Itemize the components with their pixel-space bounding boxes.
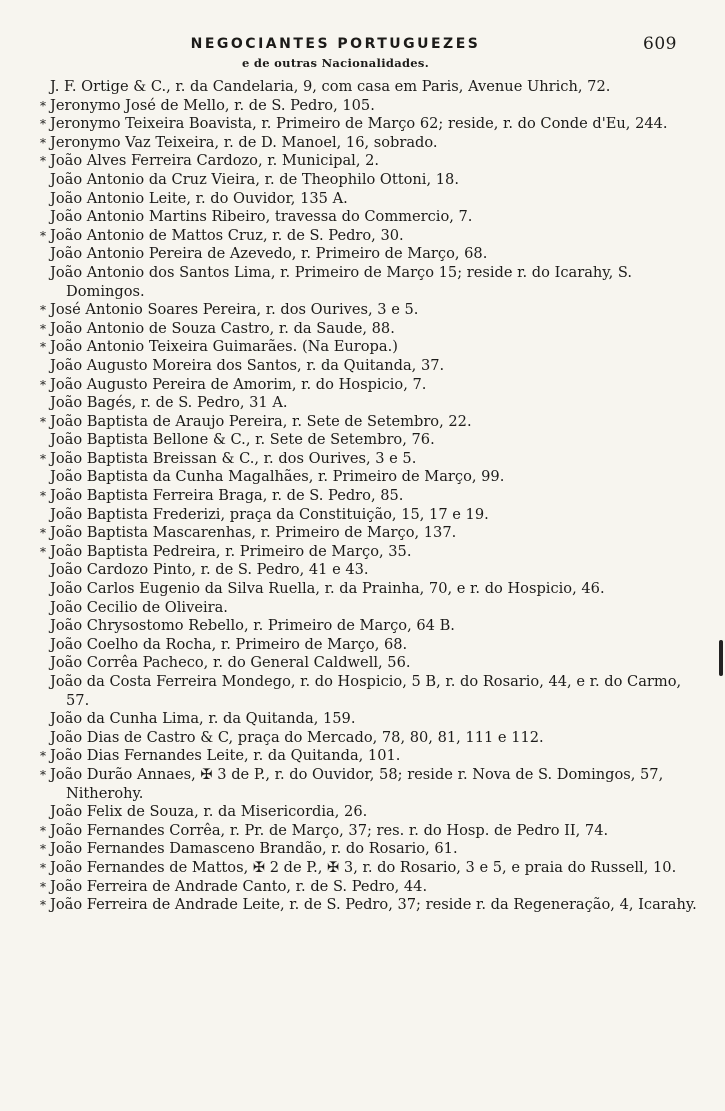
entry-text: João Baptista da Cunha Magalhães, r. Primeiro de Março, 99. xyxy=(50,468,505,486)
list-item xyxy=(36,878,705,897)
list-item xyxy=(36,822,705,841)
list-item xyxy=(36,673,705,710)
list-item xyxy=(36,413,705,432)
entry-marker: * xyxy=(40,489,46,504)
list-item xyxy=(36,580,705,599)
entry-marker: * xyxy=(40,749,46,764)
list-item xyxy=(36,636,705,655)
list-item xyxy=(36,450,705,469)
entry-text: João Antonio dos Santos Lima, r. Primeiro de Março 15; reside r. do Icarahy, S. Domingos. xyxy=(50,263,632,300)
entry-text: Jeronymo Vaz Teixeira, r. de D. Manoel, 16, sobrado. xyxy=(50,133,438,151)
entry-text: João Fernandes Damasceno Brandão, r. do Rosario, 61. xyxy=(50,840,458,858)
list-item xyxy=(36,506,705,525)
page-edge-mark xyxy=(719,640,723,676)
entry-text: João Fernandes Corrêa, r. Pr. de Março, 37; res. r. do Hosp. de Pedro II, 74. xyxy=(50,821,609,839)
list-item xyxy=(36,115,705,134)
entry-marker: * xyxy=(40,767,46,782)
entry-text: João Baptista Breissan & C., r. dos Ourives, 3 e 5. xyxy=(50,449,417,467)
entry-text: João Antonio da Cruz Vieira, r. de Theophilo Ottoni, 18. xyxy=(50,170,459,188)
entry-text: João Coelho da Rocha, r. Primeiro de Março, 68. xyxy=(50,635,408,653)
entry-text: João Antonio Pereira de Azevedo, r. Primeiro de Março, 68. xyxy=(50,245,488,263)
list-item xyxy=(36,524,705,543)
entry-marker: * xyxy=(40,154,46,169)
entry-text: João Ferreira de Andrade Leite, r. de S. Pedro, 37; reside r. da Regeneração, 4, Icarahy. xyxy=(50,896,697,914)
list-item xyxy=(36,543,705,562)
list-item xyxy=(36,654,705,673)
entry-text: João Felix de Souza, r. da Misericordia, 26. xyxy=(50,803,368,821)
entry-text: João Augusto Pereira de Amorim, r. do Hospicio, 7. xyxy=(50,375,427,393)
entry-text: João Antonio de Souza Castro, r. da Saude, 88. xyxy=(50,319,395,337)
entry-marker: * xyxy=(40,879,46,894)
list-item xyxy=(36,710,705,729)
entry-marker: * xyxy=(40,842,46,857)
entry-text: João Fernandes de Mattos, ✠ 2 de P., ✠ 3, r. do Rosario, 3 e 5, e praia do Russell, 10. xyxy=(50,858,677,876)
entry-text: J. F. Ortige & C., r. da Candelaria, 9, com casa em Paris, Avenue Uhrich, 72. xyxy=(50,78,611,95)
page-header xyxy=(36,34,705,74)
entry-text: João Carlos Eugenio da Silva Ruella, r. da Prainha, 70, e r. do Hospicio, 46. xyxy=(50,580,605,598)
entry-text: João Chrysostomo Rebello, r. Primeiro de Março, 64 B. xyxy=(50,617,455,635)
entry-text: João da Costa Ferreira Mondego, r. do Hospicio, 5 B, r. do Rosario, 44, e r. do Carmo, 57. xyxy=(50,673,682,709)
entry-text: João Baptista Pedreira, r. Primeiro de Março, 35. xyxy=(50,542,412,560)
list-item xyxy=(36,803,705,822)
entry-marker: * xyxy=(40,321,46,336)
entry-text: João Cardozo Pinto, r. de S. Pedro, 41 e 43. xyxy=(50,561,369,579)
entry-marker: * xyxy=(40,414,46,429)
list-item xyxy=(36,617,705,636)
list-item xyxy=(36,320,705,339)
entry-marker: * xyxy=(40,98,46,113)
list-item xyxy=(36,766,705,803)
list-item xyxy=(36,264,705,301)
entry-text: João Baptista Bellone & C., r. Sete de Setembro, 76. xyxy=(50,431,435,449)
entry-text: João Bagés, r. de S. Pedro, 31 A. xyxy=(50,394,288,412)
list-item xyxy=(36,78,705,97)
list-item xyxy=(36,859,705,878)
entry-text: João Dias de Castro & C, praça do Mercado, 78, 80, 81, 111 e 112. xyxy=(50,728,544,746)
entry-text: João Antonio de Mattos Cruz, r. de S. Pedro, 30. xyxy=(50,226,404,244)
entry-text: João da Cunha Lima, r. da Quitanda, 159. xyxy=(50,710,356,728)
list-item xyxy=(36,227,705,246)
entry-text: Jeronymo Teixeira Boavista, r. Primeiro de Março 62; reside, r. do Conde d'Eu, 244. xyxy=(50,115,668,133)
entry-marker: * xyxy=(40,526,46,541)
entry-text: João Cecilio de Oliveira. xyxy=(50,598,228,616)
list-item xyxy=(36,208,705,227)
entry-marker: * xyxy=(40,303,46,318)
list-item xyxy=(36,245,705,264)
entry-text: João Antonio Leite, r. do Ouvidor, 135 A. xyxy=(50,189,348,207)
entry-marker: * xyxy=(40,135,46,150)
entry-marker: * xyxy=(40,544,46,559)
entry-marker: * xyxy=(40,451,46,466)
list-item xyxy=(36,357,705,376)
list-item xyxy=(36,468,705,487)
list-item xyxy=(36,747,705,766)
entry-text: João Antonio Martins Ribeiro, travessa do Commercio, 7. xyxy=(50,208,473,226)
list-item xyxy=(36,840,705,859)
entry-text: João Antonio Teixeira Guimarães. (Na Europa.) xyxy=(50,338,398,356)
list-item xyxy=(36,729,705,748)
list-item xyxy=(36,487,705,506)
list-item xyxy=(36,599,705,618)
entry-text: José Antonio Soares Pereira, r. dos Ourives, 3 e 5. xyxy=(50,301,419,319)
entry-text: João Baptista Frederizi, praça da Constituição, 15, 17 e 19. xyxy=(50,505,489,523)
entry-text: João Baptista Mascarenhas, r. Primeiro de Março, 137. xyxy=(50,524,457,542)
merchant-list xyxy=(36,78,705,915)
list-item xyxy=(36,896,705,915)
list-item xyxy=(36,190,705,209)
entry-text: João Ferreira de Andrade Canto, r. de S. Pedro, 44. xyxy=(50,877,428,895)
entry-text: Jeronymo José de Mello, r. de S. Pedro, 105. xyxy=(50,96,375,114)
entry-text: João Dias Fernandes Leite, r. da Quitanda, 101. xyxy=(50,747,401,765)
list-item xyxy=(36,431,705,450)
entry-marker: * xyxy=(40,860,46,875)
list-item xyxy=(36,338,705,357)
entry-text: João Augusto Moreira dos Santos, r. da Quitanda, 37. xyxy=(50,356,445,374)
list-item xyxy=(36,152,705,171)
entry-marker: * xyxy=(40,117,46,132)
entry-marker: * xyxy=(40,377,46,392)
entry-text: João Baptista de Araujo Pereira, r. Sete de Setembro, 22. xyxy=(50,412,472,430)
running-head-subtitle: e de outras Nacionalidades. xyxy=(242,56,429,70)
list-item xyxy=(36,561,705,580)
list-item xyxy=(36,301,705,320)
entry-text: João Corrêa Pacheco, r. do General Caldwell, 56. xyxy=(50,654,411,672)
page-number: 609 xyxy=(643,34,677,54)
list-item xyxy=(36,394,705,413)
entry-text: João Baptista Ferreira Braga, r. de S. Pedro, 85. xyxy=(50,487,404,505)
entry-marker: * xyxy=(40,823,46,838)
running-head-title: NEGOCIANTES PORTUGUEZES xyxy=(190,36,481,52)
entry-marker: * xyxy=(40,340,46,355)
entry-marker: * xyxy=(40,228,46,243)
entry-marker: * xyxy=(40,898,46,913)
list-item xyxy=(36,171,705,190)
list-item xyxy=(36,97,705,116)
list-item xyxy=(36,134,705,153)
entry-text: João Alves Ferreira Cardozo, r. Municipal, 2. xyxy=(50,152,380,170)
entry-text: João Durão Annaes, ✠ 3 de P., r. do Ouvidor, 58; reside r. Nova de S. Domingos, 57, Nitherohy. xyxy=(50,765,664,802)
list-item xyxy=(36,376,705,395)
